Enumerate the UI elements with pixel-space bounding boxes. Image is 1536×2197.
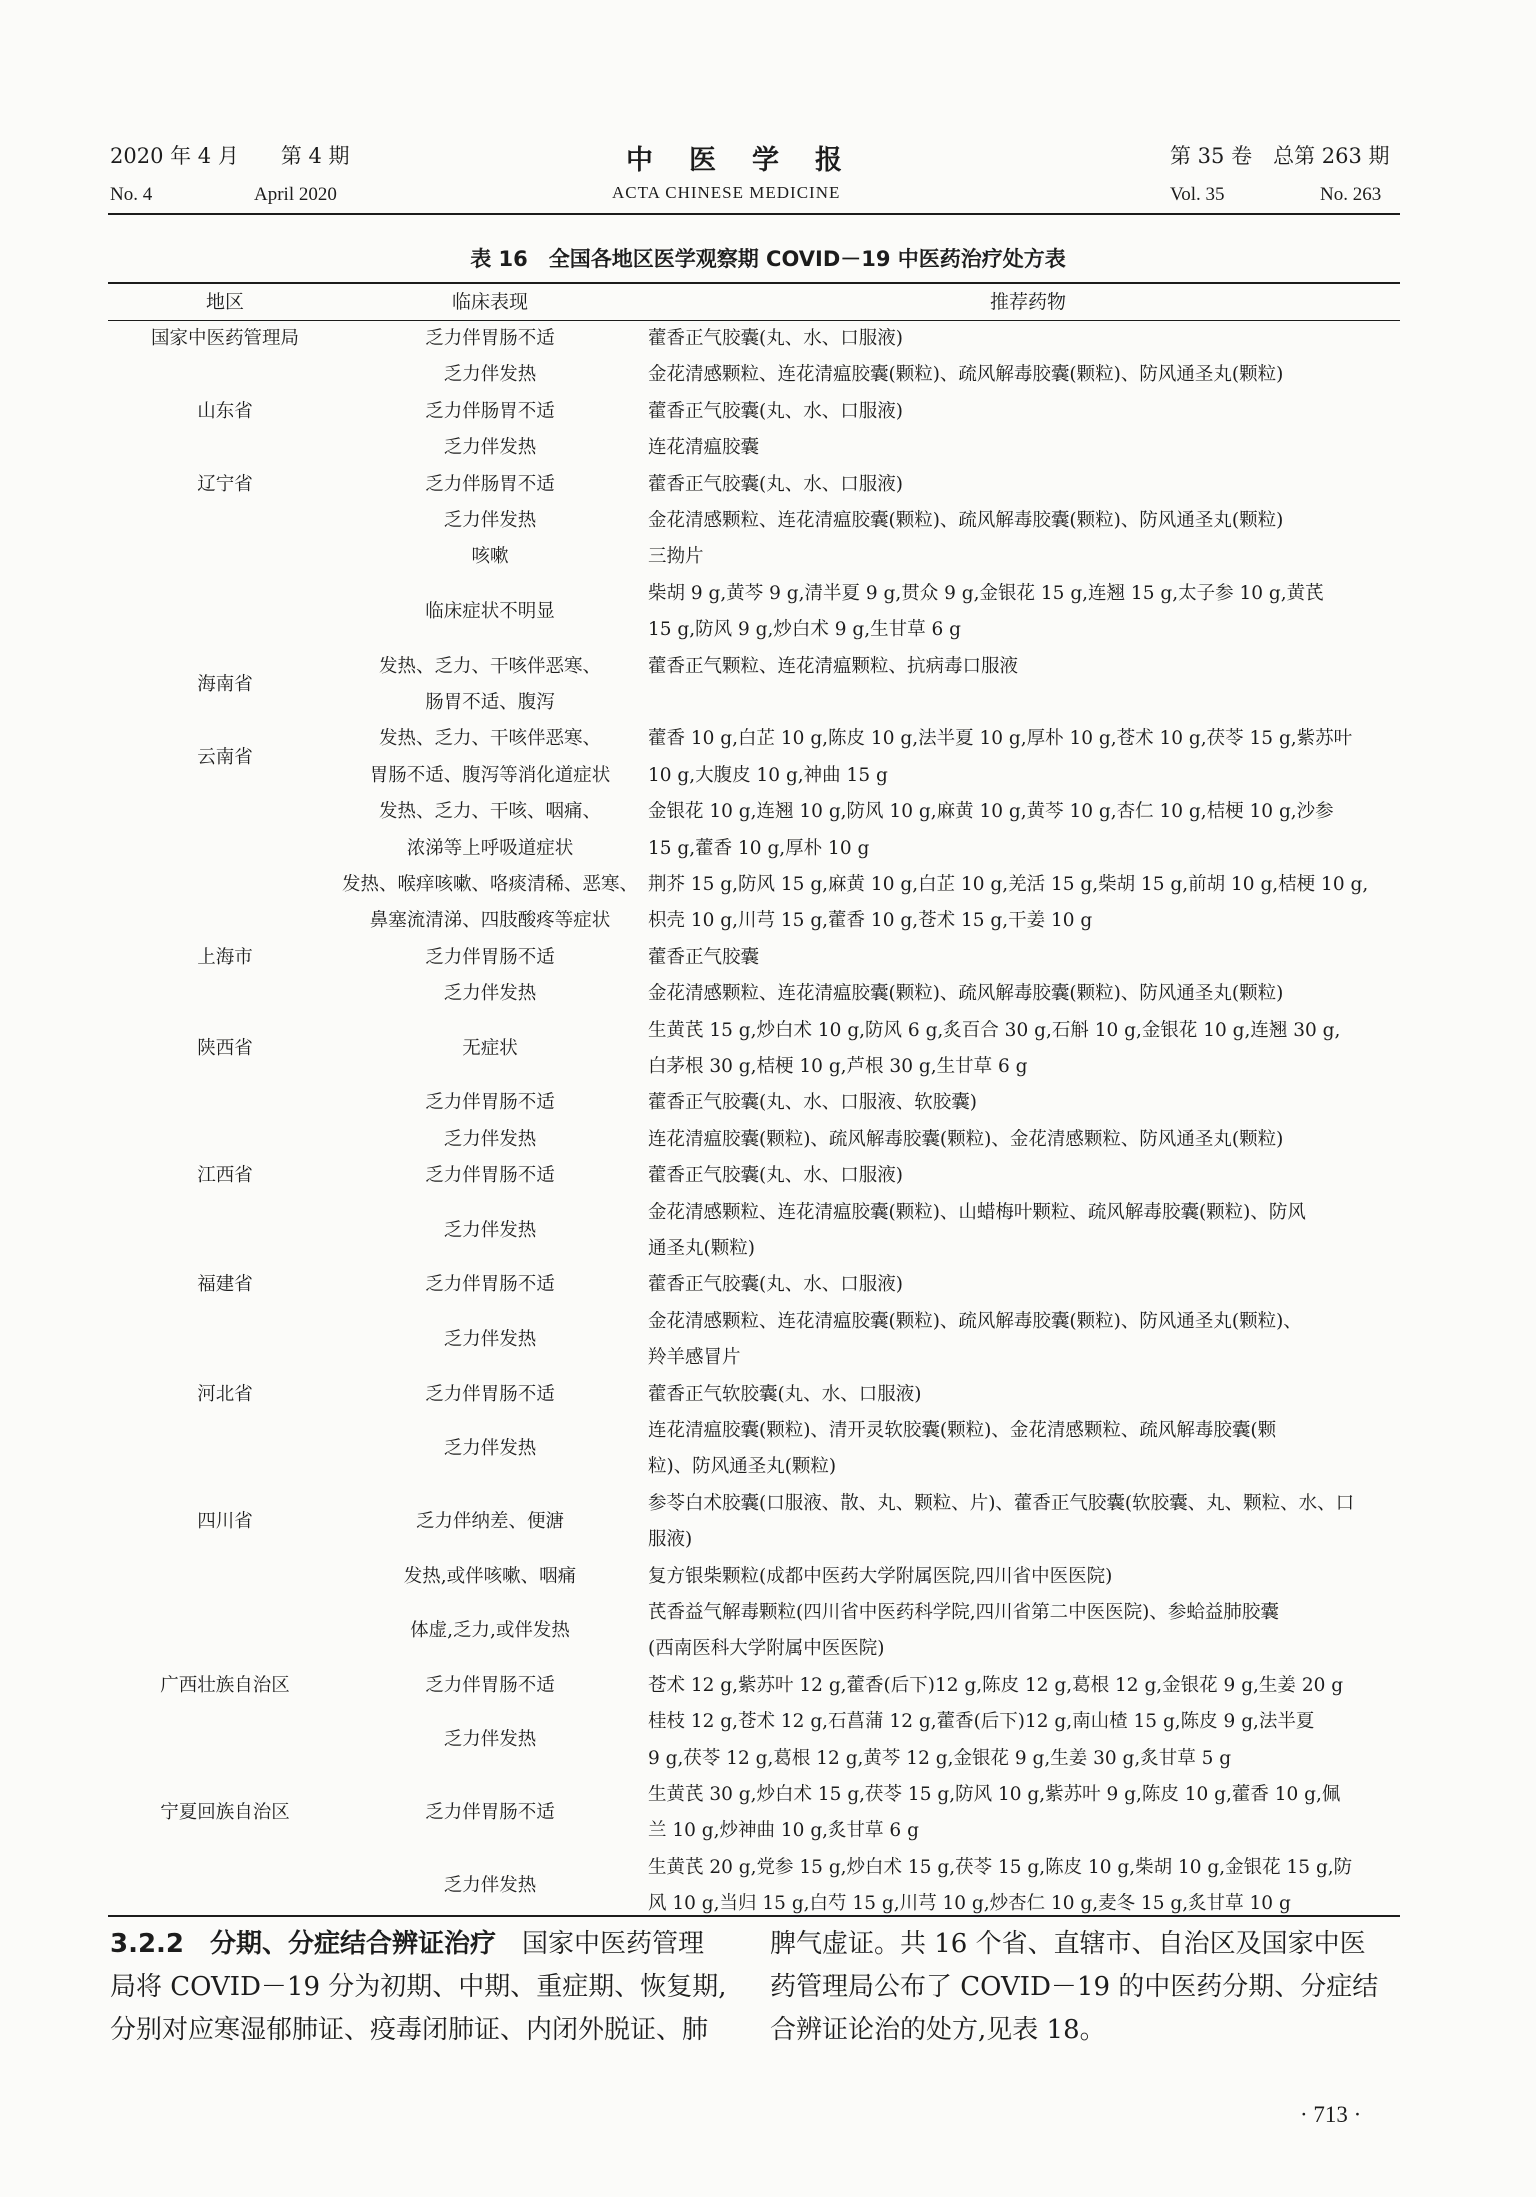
table-cell-symptom: 乏力伴发热 [443,437,537,459]
table-cell-symptom: 乏力伴发热 [443,364,537,386]
column-header-region: 地区 [205,291,244,313]
table-cell-symptom: 体虚,乏力,或伴发热 [410,1620,570,1642]
table-cell-region: 四川省 [197,1511,253,1532]
table-cell-drugs: 连花清瘟胶囊 [648,437,760,459]
table-cell-symptom: 肠胃不适、腹泻 [425,692,555,713]
table-cell-symptom: 乏力伴发热 [443,1438,537,1460]
journal-subtitle: ACTA CHINESE MEDICINE [612,183,841,202]
table-cell-drugs: 芪香益气解毒颗粒(四川省中医药科学院,四川省第二中医医院)、参蛤益肺胶囊 [648,1602,1279,1623]
table-cell-drugs: 9 g,茯苓 12 g,葛根 12 g,黄芩 12 g,金银花 9 g,生姜 30 g,炙甘草 5 g [648,1747,1232,1769]
table-title: 表 16 全国各地区医学观察期 COVID－19 中医药治疗处方表 [470,247,1066,271]
table-cell-region: 国家中医药管理局 [150,328,299,349]
body-right-line1: 脾气虚证。共 16 个省、直辖市、自治区及国家中医 [770,1929,1366,1959]
table-cell-drugs: 藿香正气胶囊(丸、水、口服液) [648,1165,903,1187]
volume-cn: 第 35 卷 总第 263 期 [1170,144,1390,168]
table-cell-symptom: 乏力伴肠胃不适 [425,400,555,422]
table-cell-drugs: 生黄芪 15 g,炒白术 10 g,防风 6 g,炙百合 30 g,石斛 10 g,金银花 10 g,连翘 30 g, [648,1019,1341,1041]
table-cell-symptom: 乏力伴胃肠不适 [425,1165,555,1187]
table-cell-region: 河北省 [197,1383,253,1405]
table-cell-drugs: 藿香正气软胶囊(丸、水、口服液) [648,1383,922,1405]
table-cell-symptom: 发热、乏力、干咳、咽痛、 [378,801,601,823]
table-cell-drugs: 枳壳 10 g,川芎 15 g,藿香 10 g,苍术 15 g,干姜 10 g [648,910,1093,932]
body-left-line1-text: 国家中医药管理 [496,1929,705,1959]
table-cell-region: 福建省 [197,1274,253,1296]
page-number: · 713 · [1300,2102,1362,2127]
table-cell-drugs: 金花清感颗粒、连花清瘟胶囊(颗粒)、山蜡梅叶颗粒、疏风解毒胶囊(颗粒)、防风 [648,1201,1306,1223]
table-cell-drugs: 粒)、防风通圣丸(颗粒) [648,1456,837,1478]
table-cell-drugs: 藿香正气胶囊(丸、水、口服液) [648,400,903,422]
body-right-line2: 药管理局公布了 COVID－19 的中医药分期、分症结 [770,1972,1379,2002]
table-cell-symptom: 无症状 [462,1037,518,1059]
table-cell-region: 江西省 [197,1165,253,1187]
table-cell-drugs: 藿香正气胶囊(丸、水、口服液) [648,1274,903,1296]
table-cell-drugs: 生黄芪 30 g,炒白术 15 g,茯苓 15 g,防风 10 g,紫苏叶 9 g,陈皮 10 g,藿香 10 g,佩 [648,1784,1341,1805]
table-cell-symptom: 咳嗽 [471,546,509,568]
table-cell-symptom: 鼻塞流清涕、四肢酸疼等症状 [369,910,611,932]
table-cell-drugs: 复方银柴颗粒(成都中医药大学附属医院,四川省中医医院) [648,1565,1113,1587]
table-cell-drugs: 藿香正气胶囊(丸、水、口服液) [648,473,903,495]
table-cell-symptom: 乏力伴胃肠不适 [425,1274,555,1296]
table-cell-region: 陕西省 [197,1037,253,1059]
table-cell-drugs: 服液) [648,1529,693,1551]
issue-number-en: No. 4 [110,184,153,205]
table-cell-symptom: 乏力伴发热 [443,510,537,531]
table-cell-symptom: 乏力伴发热 [443,1729,537,1751]
table-cell-region: 海南省 [197,673,253,695]
table-cell-region: 宁夏回族自治区 [160,1802,290,1824]
body-left-line3: 分别对应寒湿郁肺证、疫毒闭肺证、内闭外脱证、肺 [110,2015,709,2045]
table-cell-symptom: 乏力伴发热 [443,983,537,1005]
table-cell-region: 云南省 [197,746,253,768]
table-cell-drugs: 金花清感颗粒、连花清瘟胶囊(颗粒)、疏风解毒胶囊(颗粒)、防风通圣丸(颗粒) [648,364,1284,386]
table-cell-symptom: 乏力伴胃肠不适 [425,1674,555,1696]
table-top-rule [108,282,1400,284]
table-cell-symptom: 乏力伴胃肠不适 [425,1092,555,1114]
table-cell-drugs: 藿香正气胶囊(丸、水、口服液、软胶囊) [648,1092,977,1114]
table-cell-region: 山东省 [197,400,253,422]
table-cell-drugs: 藿香正气颗粒、连花清瘟颗粒、抗病毒口服液 [648,655,1019,677]
table-cell-symptom: 胃肠不适、腹泻等消化道症状 [369,764,611,786]
table-cell-symptom: 乏力伴发热 [443,1329,537,1350]
volume-en: Vol. 35 [1170,184,1225,205]
total-issue-en: No. 263 [1320,184,1382,205]
table-cell-drugs: 连花清瘟胶囊(颗粒)、清开灵软胶囊(颗粒)、金花清感颗粒、疏风解毒胶囊(颗 [648,1420,1277,1441]
issue-date-cn: 2020 年 4 月 第 4 期 [110,144,350,168]
table-cell-drugs: 参苓白术胶囊(口服液、散、丸、颗粒、片)、藿香正气胶囊(软胶囊、丸、颗粒、水、口 [648,1492,1355,1514]
table-cell-drugs: 10 g,大腹皮 10 g,神曲 15 g [648,764,888,786]
table-cell-symptom: 乏力伴发热 [443,1219,537,1241]
table-cell-region: 广西壮族自治区 [160,1674,290,1696]
table-cell-drugs: 桂枝 12 g,苍术 12 g,石菖蒲 12 g,藿香(后下)12 g,南山楂 15 g,陈皮 9 g,法半夏 [648,1711,1315,1733]
table-cell-drugs: 苍术 12 g,紫苏叶 12 g,藿香(后下)12 g,陈皮 12 g,葛根 12 g,金银花 9 g,生姜 20 g [648,1674,1344,1696]
table-cell-symptom: 发热,或伴咳嗽、咽痛 [403,1565,577,1587]
table-cell-drugs: 藿香 10 g,白芷 10 g,陈皮 10 g,法半夏 10 g,厚朴 10 g,苍术 10 g,茯苓 15 g,紫苏叶 [648,728,1353,750]
table-cell-drugs: 风 10 g,当归 15 g,白芍 15 g,川芎 10 g,炒杏仁 10 g,麦冬 15 g,炙甘草 10 g [648,1893,1291,1915]
table-cell-drugs: 连花清瘟胶囊(颗粒)、疏风解毒胶囊(颗粒)、金花清感颗粒、防风通圣丸(颗粒) [648,1128,1284,1150]
table-cell-drugs: (西南医科大学附属中医医院) [648,1638,885,1660]
column-header-drugs: 推荐药物 [989,291,1066,313]
journal-title: 中医学报 [626,145,878,176]
table-cell-region: 上海市 [197,946,253,968]
table-cell-symptom: 乏力伴胃肠不适 [425,328,555,349]
table-cell-symptom: 发热、喉痒咳嗽、咯痰清稀、恶寒、 [341,874,638,895]
body-left-line2: 局将 COVID－19 分为初期、中期、重症期、恢复期, [110,1972,727,2002]
table-cell-symptom: 发热、乏力、干咳伴恶寒、 [378,655,601,677]
table-cell-symptom: 乏力伴胃肠不适 [425,946,555,968]
table-cell-drugs: 藿香正气胶囊(丸、水、口服液) [648,328,903,349]
table-cell-symptom: 乏力伴胃肠不适 [425,1802,555,1824]
table-cell-symptom: 乏力伴发热 [443,1875,537,1896]
table-cell-region: 辽宁省 [197,473,253,495]
table-cell-symptom: 发热、乏力、干咳伴恶寒、 [378,728,601,750]
table-cell-symptom: 乏力伴胃肠不适 [425,1383,555,1405]
table-cell-drugs: 荆芥 15 g,防风 15 g,麻黄 10 g,白芷 10 g,羌活 15 g,柴胡 15 g,前胡 10 g,桔梗 10 g, [648,874,1369,895]
table-cell-drugs: 15 g,藿香 10 g,厚朴 10 g [648,837,870,859]
table-cell-drugs: 藿香正气胶囊 [648,946,760,968]
table-cell-symptom: 乏力伴发热 [443,1128,537,1150]
table-cell-drugs: 金花清感颗粒、连花清瘟胶囊(颗粒)、疏风解毒胶囊(颗粒)、防风通圣丸(颗粒)、 [648,1310,1302,1332]
table-cell-drugs: 羚羊感冒片 [648,1347,741,1369]
table-cell-drugs: 白茅根 30 g,桔梗 10 g,芦根 30 g,生甘草 6 g [648,1056,1028,1077]
body-left-line1 [110,1923,704,1966]
issue-date-en: April 2020 [254,184,337,205]
header-rule [108,213,1400,215]
table-cell-symptom: 乏力伴纳差、便溏 [415,1511,564,1532]
table-cell-symptom: 乏力伴肠胃不适 [425,473,555,495]
table-cell-drugs: 三拗片 [648,546,704,568]
table-cell-drugs: 金花清感颗粒、连花清瘟胶囊(颗粒)、疏风解毒胶囊(颗粒)、防风通圣丸(颗粒) [648,983,1284,1005]
column-header-symptoms: 临床表现 [451,291,528,313]
table-cell-drugs: 生黄芪 20 g,党参 15 g,炒白术 15 g,茯苓 15 g,陈皮 10 g,柴胡 10 g,金银花 15 g,防 [648,1856,1353,1878]
section-heading: 3.2.2 分期、分症结合辨证治疗 [110,1929,497,1959]
table-cell-drugs: 兰 10 g,炒神曲 10 g,炙甘草 6 g [648,1820,919,1842]
body-right-line3: 合辨证论治的处方,见表 18。 [770,2015,1106,2045]
table-cell-drugs: 通圣丸(颗粒) [648,1238,755,1259]
table-cell-drugs: 金花清感颗粒、连花清瘟胶囊(颗粒)、疏风解毒胶囊(颗粒)、防风通圣丸(颗粒) [648,510,1284,531]
table-cell-drugs: 15 g,防风 9 g,炒白术 9 g,生甘草 6 g [648,619,962,641]
table-cell-symptom: 临床症状不明显 [425,601,555,622]
table-cell-drugs: 金银花 10 g,连翘 10 g,防风 10 g,麻黄 10 g,黄芩 10 g,杏仁 10 g,桔梗 10 g,沙参 [648,801,1334,823]
table-cell-symptom: 浓涕等上呼吸道症状 [406,837,574,859]
table-cell-drugs: 柴胡 9 g,黄芩 9 g,清半夏 9 g,贯众 9 g,金银花 15 g,连翘 15 g,太子参 10 g,黄芪 [648,582,1324,604]
